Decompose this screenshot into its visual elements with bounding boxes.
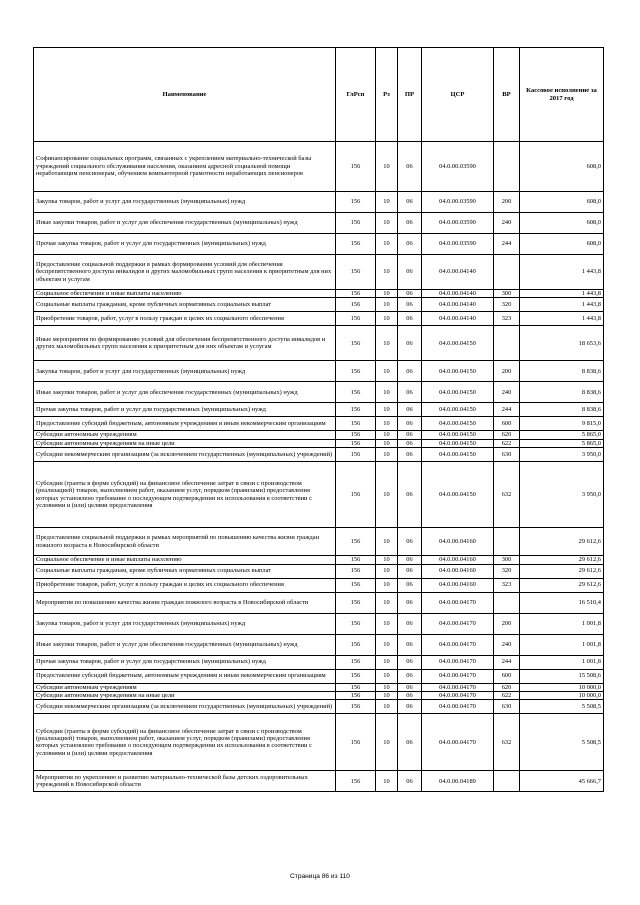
cell-vr: 622: [494, 692, 520, 700]
cell-amount: 29 612,6: [520, 556, 604, 564]
table-row: [34, 382, 604, 403]
cell-amount: 1 001,8: [520, 634, 604, 655]
cell-vr: 323: [494, 312, 520, 326]
cell-vr: 244: [494, 403, 520, 417]
cell-pr: 06: [398, 213, 422, 234]
cell-rz: 10: [376, 361, 398, 382]
table-row: [34, 403, 604, 417]
cell-rz: 10: [376, 439, 398, 447]
table-row: [34, 234, 604, 255]
cell-pr: 06: [398, 613, 422, 634]
cell-rz: 10: [376, 403, 398, 417]
cell-vr: 244: [494, 655, 520, 669]
cell-grbs: 156: [336, 417, 376, 431]
cell-name: Приобретение товаров, работ, услуг в пользу граждан в целях их социального обеспечения: [34, 578, 336, 592]
cell-grbs: 156: [336, 771, 376, 792]
cell-amount: 29 612,6: [520, 578, 604, 592]
cell-vr: 622: [494, 439, 520, 447]
cell-pr: 06: [398, 528, 422, 556]
cell-csr: 04.0.00.04170: [422, 613, 494, 634]
cell-name: Иные мероприятия по формированию условий для обеспечения беспрепятственного доступа инвалидов и других маломобильных групп населения к приоритетным для них объектам и услугам: [34, 326, 336, 361]
cell-pr: 06: [398, 439, 422, 447]
table-row: [34, 255, 604, 290]
table-row: [34, 655, 604, 669]
cell-pr: 06: [398, 462, 422, 528]
cell-grbs: 156: [336, 634, 376, 655]
table-row: [34, 683, 604, 691]
cell-csr: 04.0.00.04170: [422, 692, 494, 700]
cell-amount: 608,0: [520, 213, 604, 234]
cell-name: Закупка товаров, работ и услуг для государственных (муниципальных) нужд: [34, 192, 336, 213]
cell-rz: 10: [376, 655, 398, 669]
cell-csr: 04.0.00.04140: [422, 255, 494, 290]
cell-amount: 608,0: [520, 142, 604, 192]
cell-pr: 06: [398, 361, 422, 382]
cell-amount: 5 508,5: [520, 714, 604, 771]
cell-name: Прочая закупка товаров, работ и услуг для государственных (муниципальных) нужд: [34, 234, 336, 255]
cell-vr: 244: [494, 234, 520, 255]
cell-rz: 10: [376, 312, 398, 326]
cell-csr: 04.0.00.04150: [422, 417, 494, 431]
cell-rz: 10: [376, 255, 398, 290]
cell-pr: 06: [398, 417, 422, 431]
cell-vr: 300: [494, 290, 520, 298]
cell-pr: 06: [398, 564, 422, 578]
cell-pr: 06: [398, 192, 422, 213]
cell-rz: 10: [376, 683, 398, 691]
cell-vr: 620: [494, 431, 520, 439]
cell-grbs: 156: [336, 655, 376, 669]
cell-amount: 1 443,8: [520, 298, 604, 312]
cell-rz: 10: [376, 669, 398, 683]
cell-grbs: 156: [336, 439, 376, 447]
cell-vr: 200: [494, 613, 520, 634]
table-row: [34, 439, 604, 447]
cell-rz: 10: [376, 192, 398, 213]
cell-rz: 10: [376, 564, 398, 578]
cell-csr: 04.0.00.03590: [422, 234, 494, 255]
header-rz: Рз: [376, 48, 398, 142]
cell-name: Закупка товаров, работ и услуг для государственных (муниципальных) нужд: [34, 361, 336, 382]
cell-rz: 10: [376, 142, 398, 192]
table-row: [34, 142, 604, 192]
cell-csr: 04.0.00.04170: [422, 634, 494, 655]
cell-grbs: 156: [336, 382, 376, 403]
cell-csr: 04.0.00.04150: [422, 326, 494, 361]
cell-amount: 10 000,0: [520, 683, 604, 691]
cell-pr: 06: [398, 578, 422, 592]
cell-grbs: 156: [336, 192, 376, 213]
cell-csr: 04.0.00.03590: [422, 192, 494, 213]
cell-grbs: 156: [336, 556, 376, 564]
cell-pr: 06: [398, 556, 422, 564]
cell-rz: 10: [376, 634, 398, 655]
cell-grbs: 156: [336, 692, 376, 700]
cell-name: Прочая закупка товаров, работ и услуг для государственных (муниципальных) нужд: [34, 655, 336, 669]
cell-amount: 5 865,0: [520, 439, 604, 447]
table-row: [34, 578, 604, 592]
cell-csr: 04.0.00.04189: [422, 771, 494, 792]
cell-name: Субсидии некоммерческим организациям (за исключением государственных (муниципальных) учреждений): [34, 448, 336, 462]
table-header-row: [34, 48, 604, 142]
cell-csr: 04.0.00.04140: [422, 312, 494, 326]
cell-amount: 1 443,8: [520, 255, 604, 290]
cell-grbs: 156: [336, 462, 376, 528]
header-csr: ЦСР: [422, 48, 494, 142]
cell-amount: 5 865,0: [520, 431, 604, 439]
cell-amount: 1 443,8: [520, 312, 604, 326]
table-row: [34, 298, 604, 312]
header-vr: ВР: [494, 48, 520, 142]
cell-rz: 10: [376, 578, 398, 592]
cell-grbs: 156: [336, 669, 376, 683]
cell-vr: [494, 771, 520, 792]
cell-grbs: 156: [336, 234, 376, 255]
cell-name: Иные закупки товаров, работ и услуг для обеспечения государственных (муниципальных) нужд: [34, 634, 336, 655]
cell-grbs: 156: [336, 290, 376, 298]
cell-csr: 04.0.00.04160: [422, 528, 494, 556]
cell-vr: [494, 326, 520, 361]
cell-grbs: 156: [336, 142, 376, 192]
cell-name: Предоставление субсидий бюджетным, автономным учреждениям и иным некоммерческим организациям: [34, 417, 336, 431]
header-name: Наименование: [34, 48, 336, 142]
page-number: Страница 86 из 110: [290, 873, 350, 880]
table-row: [34, 417, 604, 431]
cell-rz: 10: [376, 431, 398, 439]
cell-vr: 630: [494, 700, 520, 714]
cell-rz: 10: [376, 290, 398, 298]
cell-vr: 630: [494, 448, 520, 462]
cell-pr: 06: [398, 234, 422, 255]
cell-name: Софинансирование социальных программ, связанных с укреплением материально-технической базы учреждений социального обслуживания населения, оказанием адресной социальной помощи неработающим пенсионерам, обучением компьютерной грамотности неработающих пенсионеров: [34, 142, 336, 192]
cell-rz: 10: [376, 592, 398, 613]
cell-amount: 608,0: [520, 234, 604, 255]
cell-amount: 18 653,6: [520, 326, 604, 361]
cell-rz: 10: [376, 700, 398, 714]
cell-name: Субсидии автономным учреждениям на иные цели: [34, 692, 336, 700]
cell-csr: 04.0.00.04150: [422, 361, 494, 382]
cell-csr: 04.0.00.04170: [422, 714, 494, 771]
cell-grbs: 156: [336, 578, 376, 592]
table-row: [34, 564, 604, 578]
cell-grbs: 156: [336, 564, 376, 578]
cell-amount: 3 950,0: [520, 448, 604, 462]
cell-name: Социальное обеспечение и иные выплаты населению: [34, 556, 336, 564]
cell-name: Социальные выплаты гражданам, кроме публичных нормативных социальных выплат: [34, 564, 336, 578]
cell-amount: 29 612,6: [520, 564, 604, 578]
cell-rz: 10: [376, 714, 398, 771]
cell-name: Приобретение товаров, работ, услуг в пользу граждан в целях их социального обеспечения: [34, 312, 336, 326]
cell-name: Социальное обеспечение и иные выплаты населению: [34, 290, 336, 298]
cell-csr: 04.0.00.04160: [422, 556, 494, 564]
cell-pr: 06: [398, 312, 422, 326]
cell-pr: 06: [398, 142, 422, 192]
cell-grbs: 156: [336, 683, 376, 691]
table-row: [34, 290, 604, 298]
table-row: [34, 213, 604, 234]
budget-execution-table: [33, 47, 604, 792]
cell-vr: [494, 528, 520, 556]
cell-amount: 16 510,4: [520, 592, 604, 613]
cell-pr: 06: [398, 448, 422, 462]
cell-rz: 10: [376, 326, 398, 361]
cell-amount: 1 001,8: [520, 655, 604, 669]
table-row: [34, 700, 604, 714]
cell-grbs: 156: [336, 326, 376, 361]
cell-rz: 10: [376, 613, 398, 634]
cell-name: Субсидии (гранты в форме субсидий) на финансовое обеспечение затрат в связи с производством (реализацией) товаров, выполнением работ, оказанием услуг, порядком (правилами) предоставления которых установлено требование о последующем подтверждении их использования в соответствии с условиями и (или) целями предоставления: [34, 462, 336, 528]
cell-pr: 06: [398, 298, 422, 312]
cell-csr: 04.0.00.04170: [422, 592, 494, 613]
table-row: [34, 431, 604, 439]
cell-amount: 8 838,6: [520, 361, 604, 382]
cell-amount: 3 950,0: [520, 462, 604, 528]
cell-rz: 10: [376, 213, 398, 234]
cell-vr: [494, 592, 520, 613]
table-row: [34, 771, 604, 792]
cell-grbs: 156: [336, 592, 376, 613]
cell-amount: 608,0: [520, 192, 604, 213]
cell-csr: 04.0.00.04160: [422, 578, 494, 592]
cell-name: Мероприятия по повышению качества жизни граждан пожилого возраста в Новосибирской области: [34, 592, 336, 613]
cell-pr: 06: [398, 634, 422, 655]
cell-pr: 06: [398, 714, 422, 771]
cell-rz: 10: [376, 528, 398, 556]
cell-grbs: 156: [336, 528, 376, 556]
cell-vr: [494, 142, 520, 192]
cell-csr: 04.0.00.03590: [422, 142, 494, 192]
header-amount: Кассовое исполнение за 2017 год: [520, 48, 604, 142]
cell-csr: 04.0.00.04150: [422, 462, 494, 528]
cell-name: Иные закупки товаров, работ и услуг для обеспечения государственных (муниципальных) нужд: [34, 382, 336, 403]
cell-grbs: 156: [336, 448, 376, 462]
cell-pr: 06: [398, 683, 422, 691]
cell-grbs: 156: [336, 403, 376, 417]
cell-name: Предоставление социальной поддержки в рамках формирования условий для обеспечения беспрепятственного доступа инвалидов и других маломобильных групп населения к приоритетным для них объектам и услугам: [34, 255, 336, 290]
cell-grbs: 156: [336, 431, 376, 439]
cell-amount: 29 612,6: [520, 528, 604, 556]
table-row: [34, 528, 604, 556]
table-row: [34, 192, 604, 213]
cell-amount: 15 508,6: [520, 669, 604, 683]
cell-csr: 04.0.00.03590: [422, 213, 494, 234]
cell-vr: 600: [494, 417, 520, 431]
cell-rz: 10: [376, 448, 398, 462]
table-row: [34, 692, 604, 700]
cell-csr: 04.0.00.04140: [422, 298, 494, 312]
cell-csr: 04.0.00.04160: [422, 564, 494, 578]
cell-amount: 9 815,0: [520, 417, 604, 431]
table-body: [34, 142, 604, 792]
table-row: [34, 312, 604, 326]
cell-vr: 632: [494, 462, 520, 528]
table-row: [34, 448, 604, 462]
cell-pr: 06: [398, 382, 422, 403]
table-row: [34, 361, 604, 382]
cell-pr: 06: [398, 771, 422, 792]
cell-vr: 200: [494, 192, 520, 213]
cell-rz: 10: [376, 771, 398, 792]
cell-vr: 632: [494, 714, 520, 771]
cell-vr: 320: [494, 564, 520, 578]
cell-csr: 04.0.00.04150: [422, 382, 494, 403]
cell-name: Социальные выплаты гражданам, кроме публичных нормативных социальных выплат: [34, 298, 336, 312]
table-row: [34, 556, 604, 564]
cell-name: Субсидии автономным учреждениям: [34, 431, 336, 439]
cell-csr: 04.0.00.04170: [422, 683, 494, 691]
cell-rz: 10: [376, 417, 398, 431]
cell-csr: 04.0.00.04150: [422, 439, 494, 447]
cell-name: Мероприятия по укреплению и развитию материально-технической базы детских оздоровительных учреждений в Новосибирской области: [34, 771, 336, 792]
table-row: [34, 592, 604, 613]
cell-grbs: 156: [336, 361, 376, 382]
table-row: [34, 714, 604, 771]
header-pr: ПР: [398, 48, 422, 142]
cell-name: Закупка товаров, работ и услуг для государственных (муниципальных) нужд: [34, 613, 336, 634]
cell-rz: 10: [376, 556, 398, 564]
cell-rz: 10: [376, 382, 398, 403]
cell-pr: 06: [398, 669, 422, 683]
cell-name: Предоставление социальной поддержки в рамках мероприятий по повышению качества жизни граждан пожилого возраста в Новосибирской области: [34, 528, 336, 556]
cell-pr: 06: [398, 255, 422, 290]
cell-vr: 320: [494, 298, 520, 312]
cell-pr: 06: [398, 326, 422, 361]
cell-csr: 04.0.00.04170: [422, 669, 494, 683]
cell-amount: 1 001,8: [520, 613, 604, 634]
table-row: [34, 669, 604, 683]
cell-vr: 240: [494, 634, 520, 655]
cell-amount: 1 443,8: [520, 290, 604, 298]
cell-csr: 04.0.00.04150: [422, 431, 494, 439]
cell-vr: 600: [494, 669, 520, 683]
table-row: [34, 613, 604, 634]
cell-grbs: 156: [336, 255, 376, 290]
cell-name: Субсидии автономным учреждениям: [34, 683, 336, 691]
cell-vr: [494, 255, 520, 290]
cell-csr: 04.0.00.04170: [422, 655, 494, 669]
cell-vr: 323: [494, 578, 520, 592]
cell-grbs: 156: [336, 700, 376, 714]
cell-vr: 300: [494, 556, 520, 564]
cell-grbs: 156: [336, 613, 376, 634]
cell-rz: 10: [376, 462, 398, 528]
cell-pr: 06: [398, 692, 422, 700]
cell-amount: 8 838,6: [520, 403, 604, 417]
cell-amount: 10 000,0: [520, 692, 604, 700]
cell-csr: 04.0.00.04150: [422, 448, 494, 462]
cell-pr: 06: [398, 431, 422, 439]
cell-csr: 04.0.00.04170: [422, 700, 494, 714]
cell-rz: 10: [376, 692, 398, 700]
cell-csr: 04.0.00.04140: [422, 290, 494, 298]
cell-grbs: 156: [336, 298, 376, 312]
cell-name: Субсидии (гранты в форме субсидий) на финансовое обеспечение затрат в связи с производством (реализацией) товаров, выполнением работ, оказанием услуг, порядком (правилами) предоставления которых установлено требование о последующем подтверждении их использования в соответствии с условиями и (или) целями предоставления: [34, 714, 336, 771]
cell-amount: 45 666,7: [520, 771, 604, 792]
table-row: [34, 634, 604, 655]
cell-pr: 06: [398, 655, 422, 669]
cell-grbs: 156: [336, 714, 376, 771]
cell-grbs: 156: [336, 213, 376, 234]
cell-pr: 06: [398, 290, 422, 298]
cell-pr: 06: [398, 592, 422, 613]
cell-amount: 5 508,5: [520, 700, 604, 714]
cell-name: Субсидии автономным учреждениям на иные цели: [34, 439, 336, 447]
cell-pr: 06: [398, 700, 422, 714]
cell-vr: 240: [494, 382, 520, 403]
cell-rz: 10: [376, 298, 398, 312]
header-grbs: ГлРсп: [336, 48, 376, 142]
cell-grbs: 156: [336, 312, 376, 326]
cell-vr: 200: [494, 361, 520, 382]
cell-pr: 06: [398, 403, 422, 417]
cell-rz: 10: [376, 234, 398, 255]
cell-amount: 8 838,6: [520, 382, 604, 403]
cell-name: Предоставление субсидий бюджетным, автономным учреждениям и иным некоммерческим организациям: [34, 669, 336, 683]
cell-name: Иные закупки товаров, работ и услуг для обеспечения государственных (муниципальных) нужд: [34, 213, 336, 234]
table-row: [34, 326, 604, 361]
cell-vr: 620: [494, 683, 520, 691]
cell-vr: 240: [494, 213, 520, 234]
cell-csr: 04.0.00.04150: [422, 403, 494, 417]
table-row: [34, 462, 604, 528]
cell-name: Прочая закупка товаров, работ и услуг для государственных (муниципальных) нужд: [34, 403, 336, 417]
cell-name: Субсидии некоммерческим организациям (за исключением государственных (муниципальных) учреждений): [34, 700, 336, 714]
